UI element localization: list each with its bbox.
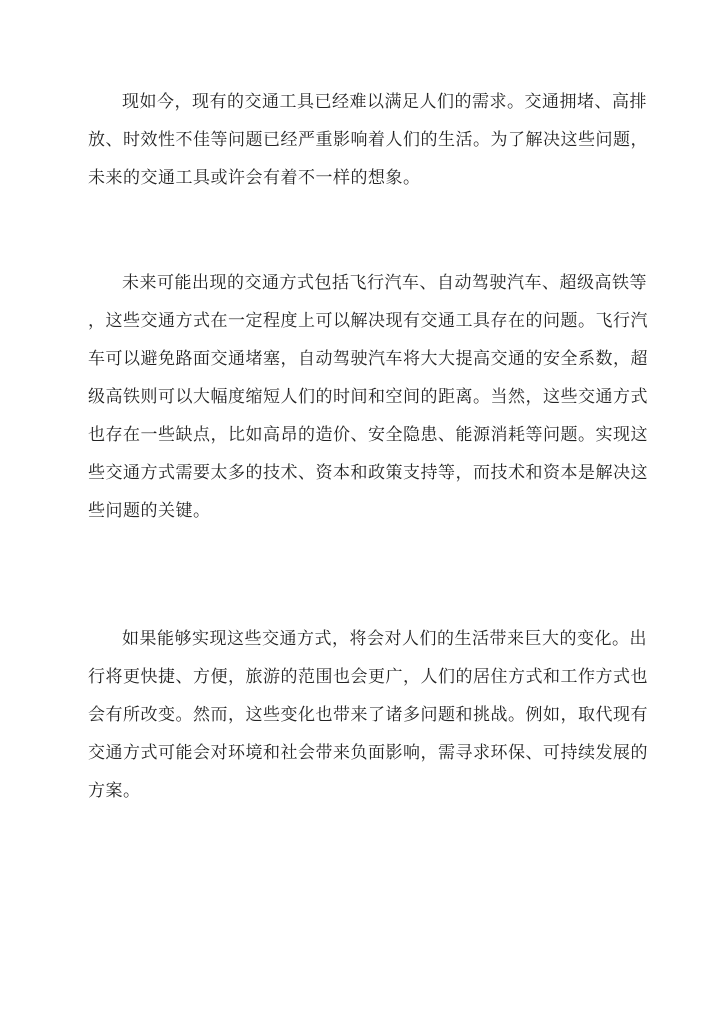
paragraph-line: 车可以避免路面交通堵塞，自动驾驶汽车将大大提高交通的安全系数，超	[88, 349, 648, 369]
paragraph-line: ，这些交通方式在一定程度上可以解决现有交通工具存在的问题。飞行汽	[88, 311, 648, 331]
paragraph-line: 方案。	[88, 781, 141, 801]
paragraph-line: 会有所改变。然而，这些变化也带来了诸多问题和挑战。例如，取代现有	[88, 705, 648, 725]
paragraph-line: 行将更快捷、方便，旅游的范围也会更广，人们的居住方式和工作方式也	[88, 667, 648, 687]
paragraph-2	[88, 264, 648, 530]
paragraph-line: 现如今，现有的交通工具已经难以满足人们的需求。交通拥堵、高排	[122, 92, 647, 112]
paragraph-line: 交通方式可能会对环境和社会带来负面影响，需寻求环保、可持续发展的	[88, 743, 648, 763]
paragraph-line: 未来可能出现的交通方式包括飞行汽车、自动驾驶汽车、超级高铁等	[122, 273, 647, 293]
paragraph-line: 如果能够实现这些交通方式，将会对人们的生活带来巨大的变化。出	[122, 629, 647, 649]
paragraph-3	[88, 620, 648, 810]
paragraph-line: 级高铁则可以大幅度缩短人们的时间和空间的距离。当然，这些交通方式	[88, 387, 648, 407]
paragraph-1	[88, 83, 648, 197]
paragraph-line: 也存在一些缺点，比如高昂的造价、安全隐患、能源消耗等问题。实现这	[88, 425, 648, 445]
paragraph-line: 未来的交通工具或许会有着不一样的想象。	[88, 168, 421, 188]
paragraph-line: 些交通方式需要太多的技术、资本和政策支持等，而技术和资本是解决这	[88, 463, 648, 483]
paragraph-line: 放、时效性不佳等问题已经严重影响着人们的生活。为了解决这些问题，	[88, 130, 648, 150]
paragraph-line: 些问题的关键。	[88, 501, 211, 521]
